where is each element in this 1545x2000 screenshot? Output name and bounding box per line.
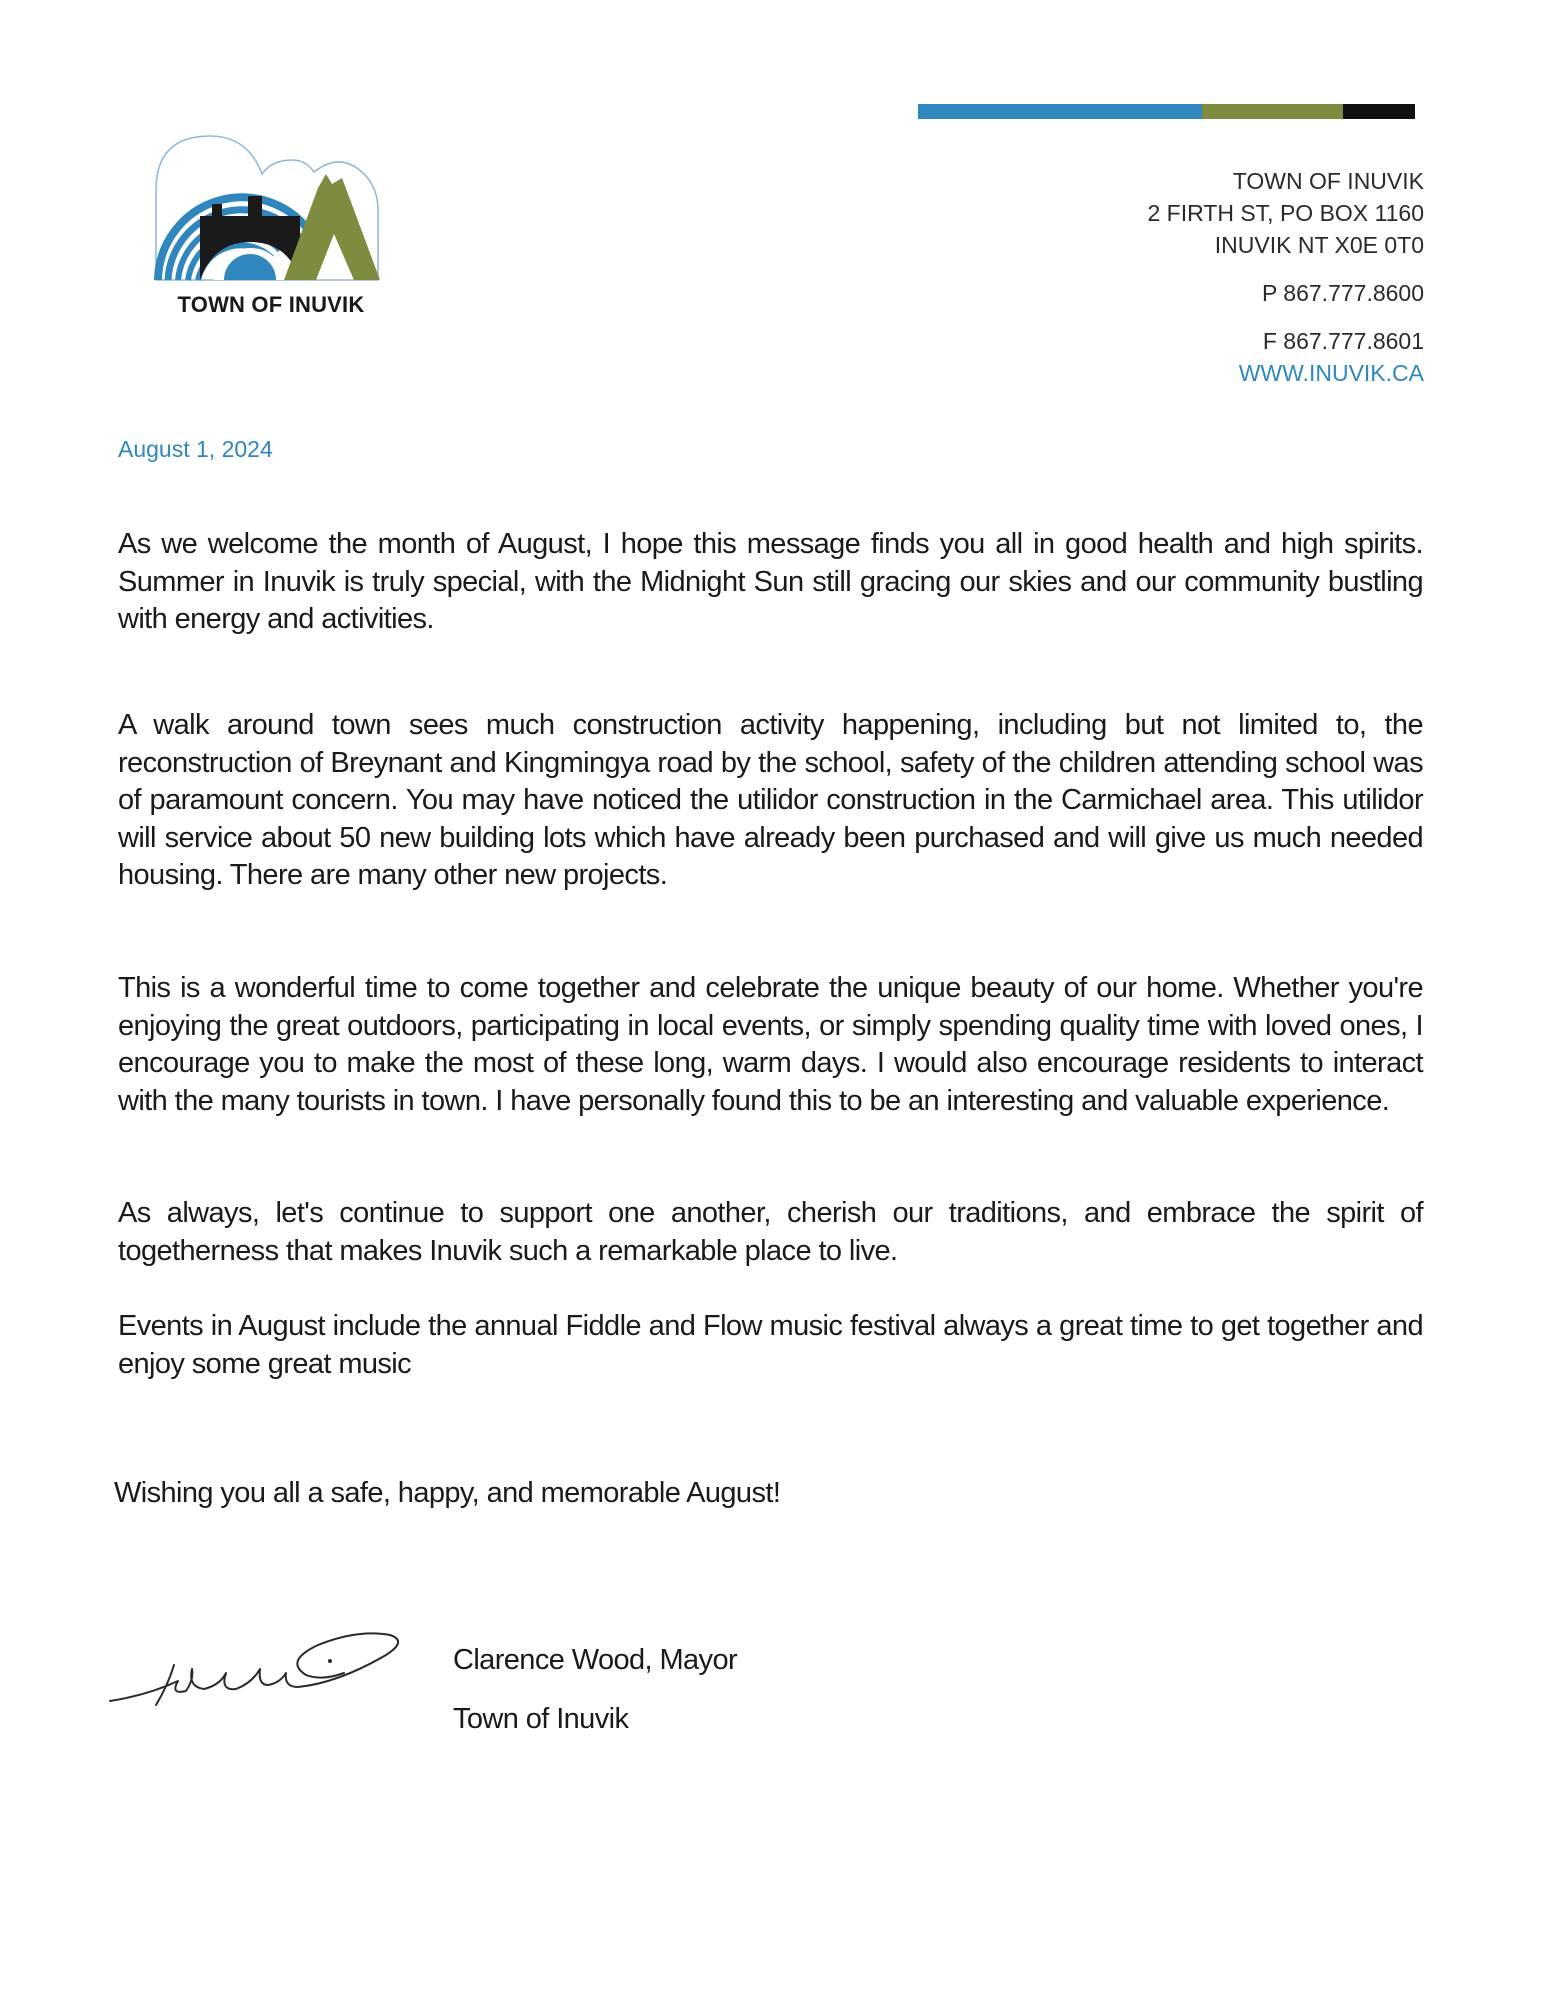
signatory-organization: Town of Inuvik [453, 1703, 629, 1735]
logo-wordmark: TOWN OF INUVIK [177, 292, 365, 317]
color-bar-green [1202, 104, 1343, 119]
paragraph-events: Events in August include the annual Fiddle and Flow music festival always a great time to get together and enjoy some great music [118, 1310, 1423, 1380]
signatory-name: Clarence Wood, Mayor [453, 1644, 738, 1676]
town-logo-icon [150, 130, 390, 290]
letter-date: August 1, 2024 [118, 436, 273, 462]
organization-name: TOWN OF INUVIK [1232, 168, 1424, 194]
address-line-2: INUVIK NT X0E 0T0 [1214, 232, 1424, 258]
color-bar-blue [918, 104, 1202, 119]
letterhead-contact [1147, 165, 1424, 389]
letter-closing: Wishing you all a safe, happy, and memorable August! [114, 1477, 781, 1509]
contact-spacer [1147, 261, 1424, 277]
address-line-1: 2 FIRTH ST, PO BOX 1160 [1147, 200, 1424, 226]
paragraph-construction: A walk around town sees much construction activity happening, including but not limited to, the reconstruction of Breynant and Kingmingya road by the school, safety of the children attending school was of paramount concern. You may have noticed the utilidor construction in the Carmichael area. This utilidor will service about 50 new building lots which have already been purchased and will give us much needed housing. There are many other new projects. [118, 709, 1423, 891]
contact-spacer [1147, 309, 1424, 325]
paragraph-support: As always, let's continue to support one another, cherish our traditions, and embrace the spirit of togetherness that makes Inuvik such a remarkable place to live. [118, 1197, 1423, 1267]
letterhead-color-bar [918, 104, 1415, 119]
website-link[interactable]: WWW.INUVIK.CA [1238, 360, 1424, 386]
fax-number: F 867.777.8601 [1262, 328, 1424, 354]
color-bar-black [1343, 104, 1415, 119]
paragraph-intro: As we welcome the month of August, I hope this message finds you all in good health and high spirits. Summer in Inuvik is truly special, with the Midnight Sun still gracing our skies and our community bustling with energy and activities. [118, 528, 1423, 635]
paragraph-celebrate: This is a wonderful time to come together and celebrate the unique beauty of our home. Whether you're enjoying the great outdoors, participating in local events, or simply spending quality time with loved ones, I encourage you to make the most of these long, warm days. I would also encourage residents to interact with the many tourists in town. I have personally found this to be an interesting and valuable experience. [118, 972, 1423, 1117]
town-logo [150, 130, 390, 320]
phone-number: P 867.777.8600 [1261, 280, 1424, 306]
handwritten-signature [108, 1625, 408, 1715]
